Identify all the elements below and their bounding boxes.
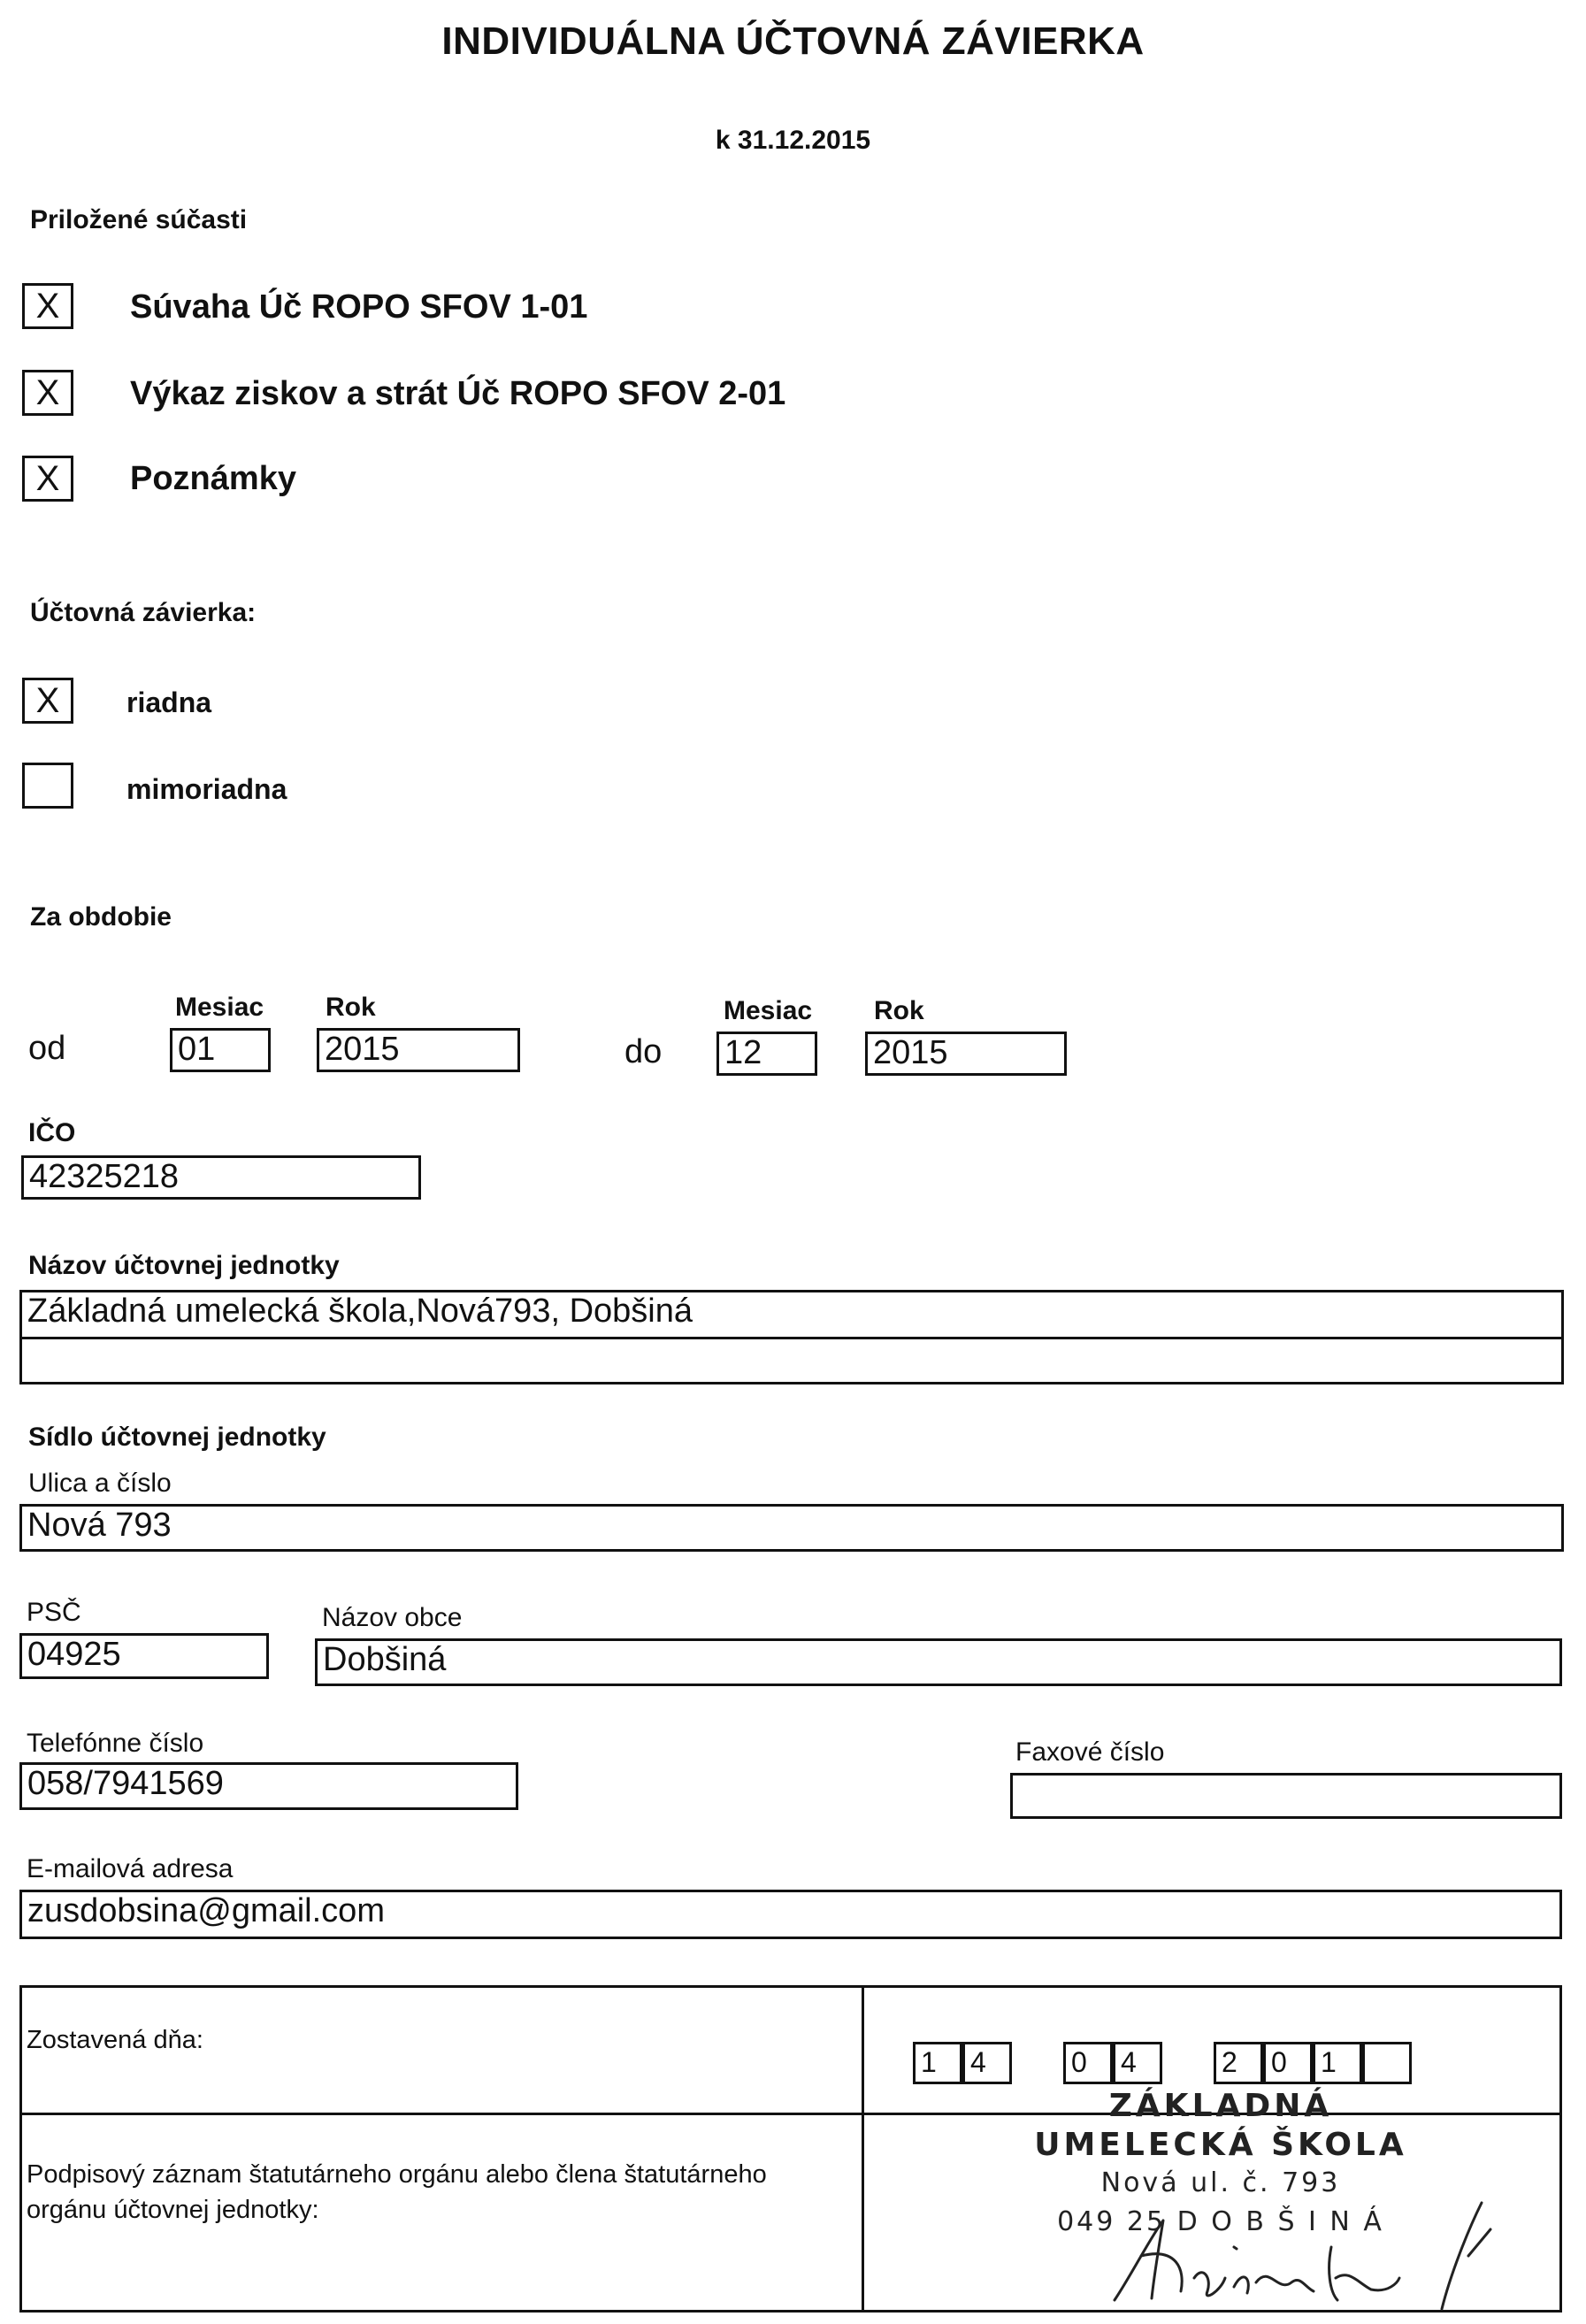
unit-name-field-line2[interactable] <box>19 1337 1564 1384</box>
footer-table-divider-vertical <box>862 1985 864 2312</box>
from-year-field[interactable]: 2015 <box>317 1028 520 1072</box>
fax-label: Faxové číslo <box>1015 1737 1165 1767</box>
signature-label-line1: Podpisový záznam štatutárneho orgánu alebo člena štatutárneho <box>27 2160 767 2189</box>
statement-type-heading: Účtovná závierka: <box>30 598 257 627</box>
email-label: E-mailová adresa <box>27 1854 234 1883</box>
attachments-heading: Priložené súčasti <box>30 205 248 234</box>
stamp-line2: UMELECKÁ ŠKOLA <box>1034 2127 1407 2163</box>
to-month-field[interactable]: 12 <box>716 1032 817 1076</box>
stamp-line4: 049 25 D O B Š I N Á <box>1057 2206 1384 2237</box>
attachment-label-notes: Poznámky <box>130 460 296 497</box>
attachment-label-income-statement: Výkaz ziskov a strát Úč ROPO SFOV 2-01 <box>130 375 786 412</box>
signature-label <box>27 2157 767 2228</box>
date-month-digit-1[interactable]: 0 <box>1063 2042 1113 2084</box>
date-day-digit-2[interactable]: 4 <box>962 2042 1012 2084</box>
psc-field[interactable]: 04925 <box>19 1633 269 1679</box>
checkbox-balance-sheet[interactable]: X <box>22 283 73 329</box>
checkbox-income-statement[interactable]: X <box>22 370 73 416</box>
date-day-digit-1[interactable]: 1 <box>913 2042 962 2084</box>
city-field[interactable]: Dobšiná <box>315 1638 1562 1686</box>
psc-label: PSČ <box>27 1598 81 1627</box>
ico-field[interactable]: 42325218 <box>21 1155 421 1200</box>
from-month-field[interactable]: 01 <box>170 1028 271 1072</box>
option-label-extraordinary: mimoriadna <box>126 773 287 805</box>
from-year-label: Rok <box>326 993 376 1022</box>
option-label-regular: riadna <box>126 686 212 718</box>
signature-label-line2: orgánu účtovnej jednotky: <box>27 2196 319 2224</box>
unit-name-label: Názov účtovnej jednotky <box>28 1251 340 1280</box>
date-year-digit-3[interactable]: 1 <box>1313 2042 1362 2084</box>
fax-field[interactable] <box>1010 1773 1562 1819</box>
from-label: od <box>28 1030 66 1067</box>
document-title: INDIVIDUÁLNA ÚČTOVNÁ ZÁVIERKA <box>441 19 1145 63</box>
compiled-date-label: Zostavená dňa: <box>27 2026 203 2054</box>
stamp-line3: Nová ul. č. 793 <box>1100 2167 1341 2198</box>
checkbox-notes[interactable]: X <box>22 456 73 502</box>
email-field[interactable]: zusdobsina@gmail.com <box>19 1890 1562 1939</box>
street-field[interactable]: Nová 793 <box>19 1504 1564 1552</box>
address-heading: Sídlo účtovnej jednotky <box>28 1423 326 1452</box>
date-year-digit-4[interactable] <box>1362 2042 1412 2084</box>
checkbox-regular[interactable]: X <box>22 678 73 724</box>
to-month-label: Mesiac <box>724 996 813 1025</box>
attachment-label-balance-sheet: Súvaha Úč ROPO SFOV 1-01 <box>130 288 588 326</box>
period-heading: Za obdobie <box>30 902 172 932</box>
from-month-label: Mesiac <box>175 993 264 1022</box>
unit-name-field-line1[interactable]: Základná umelecká škola,Nová793, Dobšiná <box>19 1290 1564 1339</box>
ico-label: IČO <box>28 1118 76 1147</box>
checkbox-extraordinary[interactable] <box>22 763 73 809</box>
to-label: do <box>624 1033 663 1070</box>
date-year-digit-1[interactable]: 2 <box>1214 2042 1263 2084</box>
date-month-digit-2[interactable]: 4 <box>1113 2042 1162 2084</box>
phone-field[interactable]: 058/7941569 <box>19 1762 518 1810</box>
stamp-line1: ZÁKLADNÁ <box>1108 2088 1333 2124</box>
phone-label: Telefónne číslo <box>27 1729 204 1758</box>
to-year-label: Rok <box>874 996 924 1025</box>
date-year-digit-2[interactable]: 0 <box>1263 2042 1313 2084</box>
street-label: Ulica a číslo <box>28 1469 172 1498</box>
document-date: k 31.12.2015 <box>715 126 871 155</box>
to-year-field[interactable]: 2015 <box>865 1032 1067 1076</box>
city-label: Názov obce <box>322 1603 463 1632</box>
handwritten-signature <box>1079 2194 1521 2318</box>
